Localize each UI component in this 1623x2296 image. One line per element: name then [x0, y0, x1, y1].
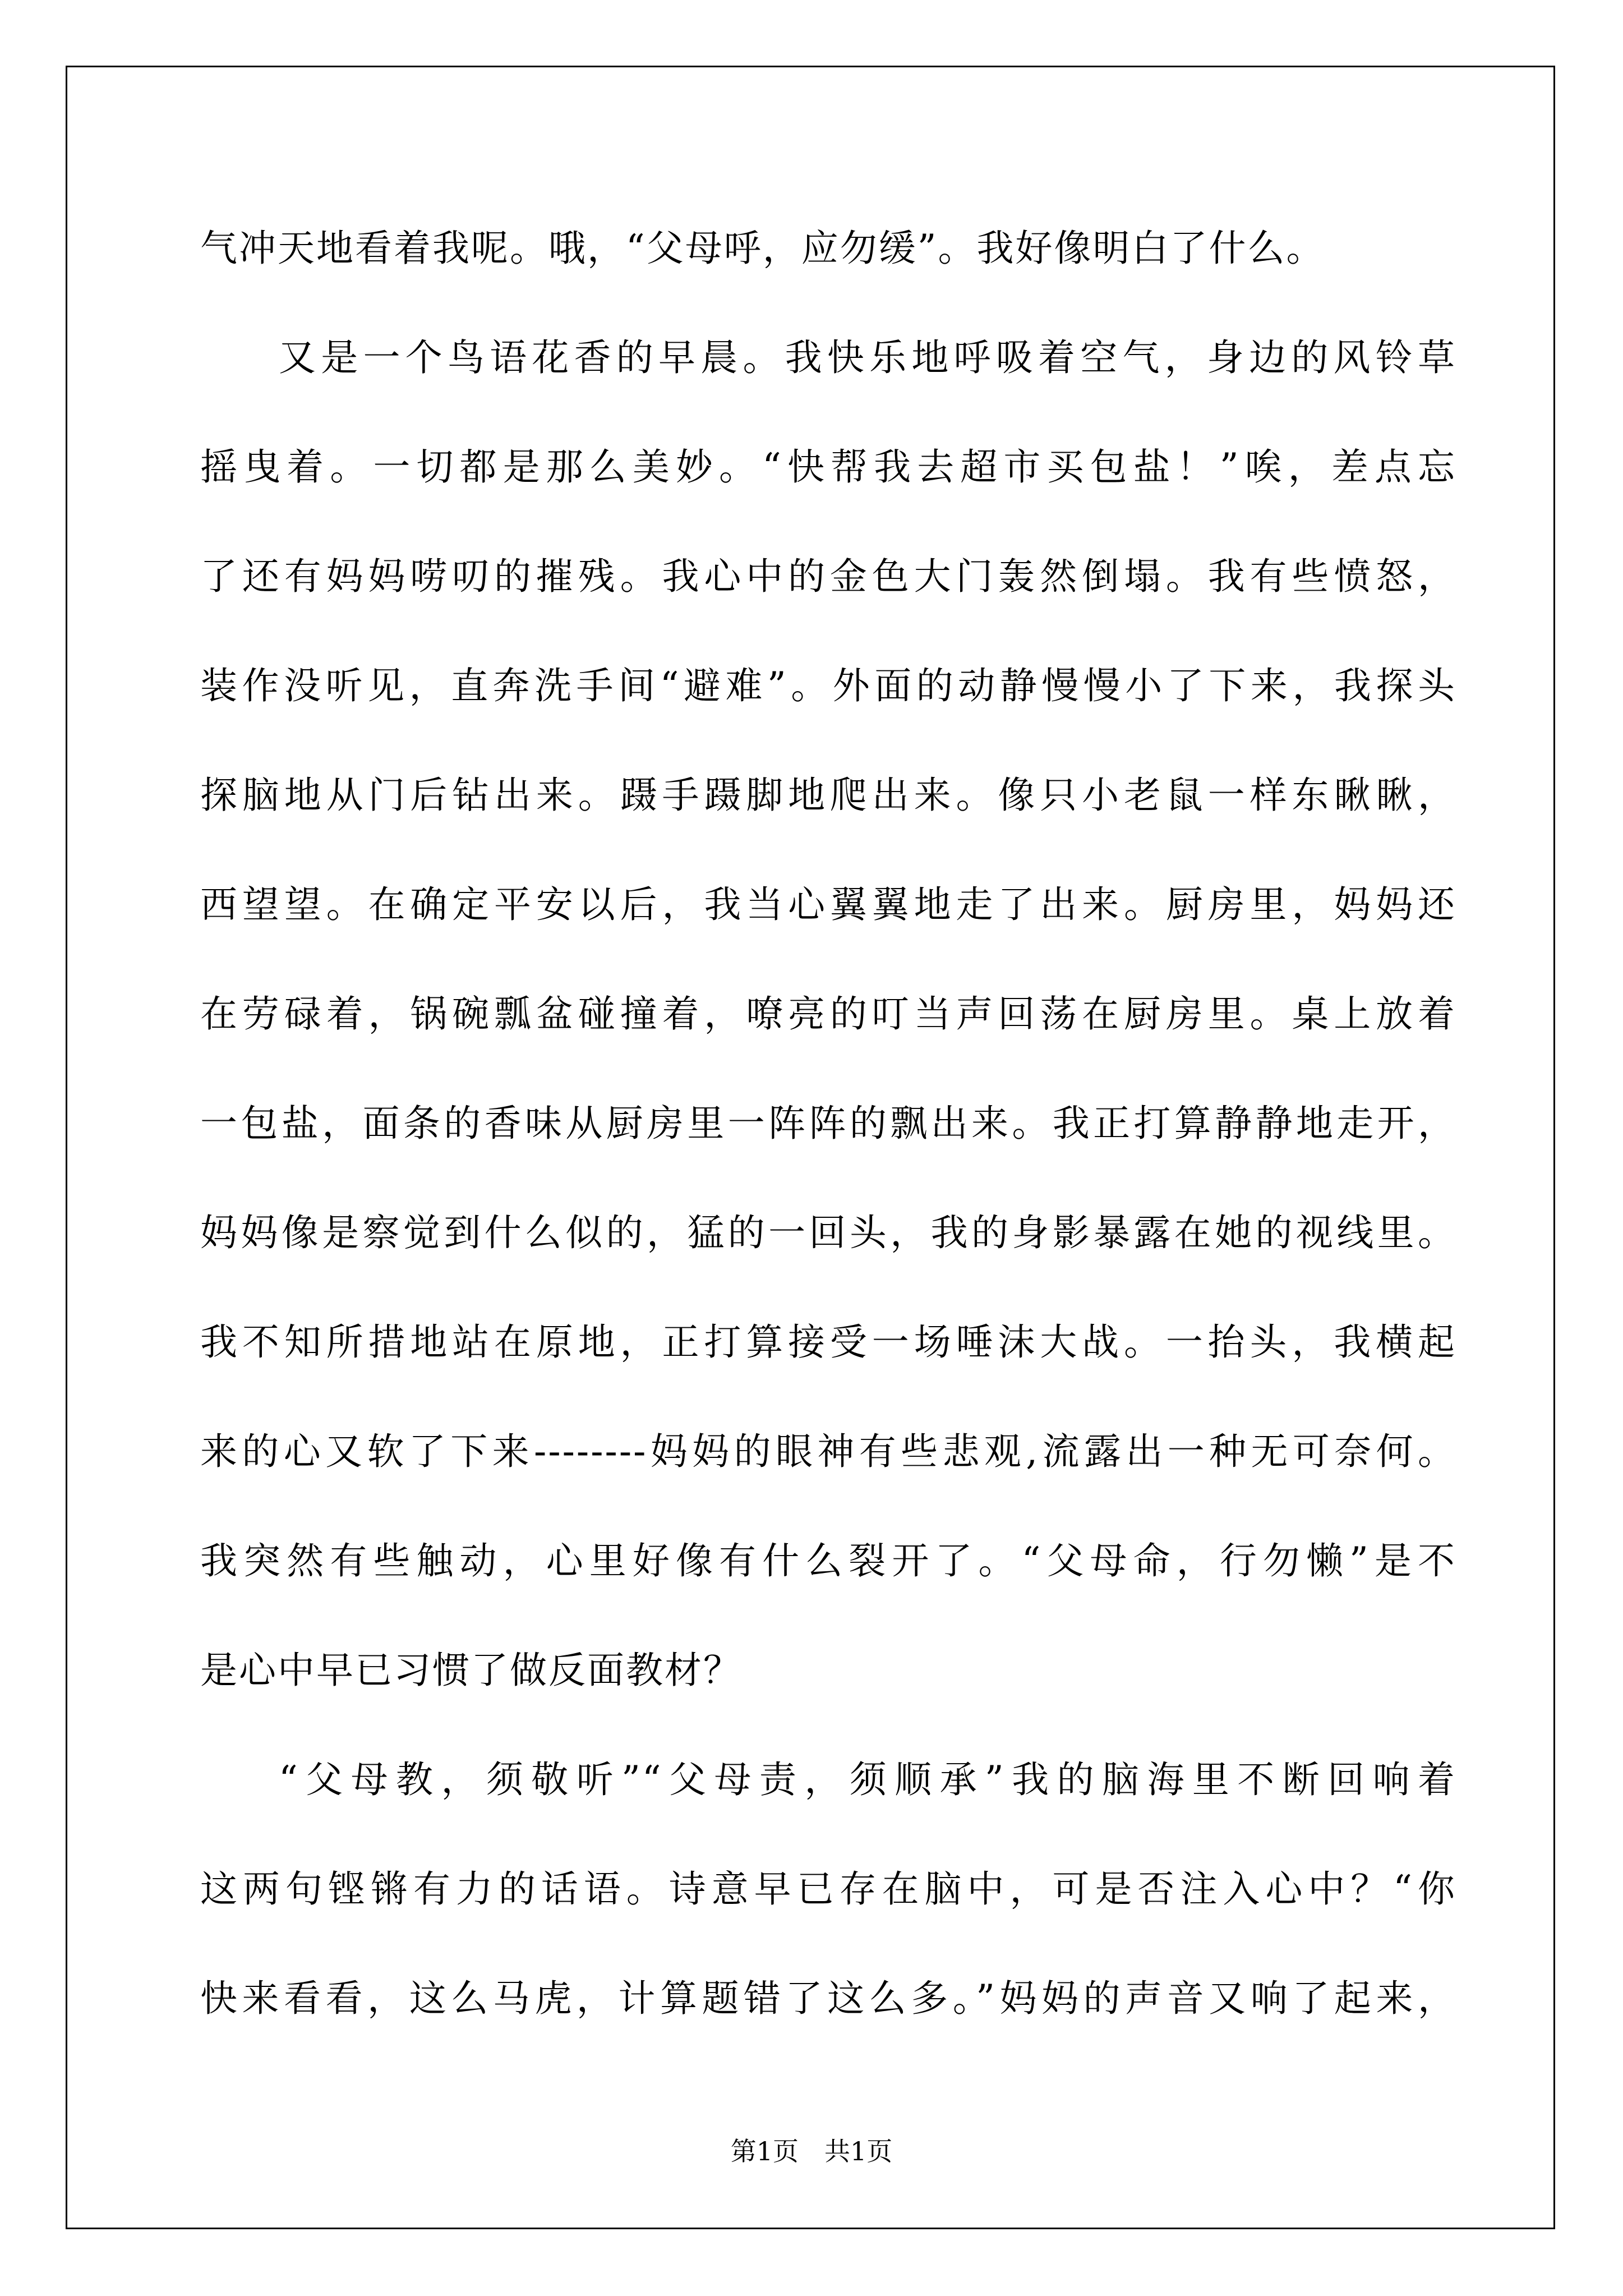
page-number-footer: 第1页 共1页 [730, 2136, 893, 2166]
text-line: 这两句铿锵有力的话语。诗意早已存在脑中，可是否注入心中？“你 [200, 1867, 1456, 1911]
text-line: 在劳碌着，锅碗瓢盆碰撞着，嘹亮的叮当声回荡在厨房里。桌上放着 [200, 992, 1456, 1036]
paragraph-first-line: “父母教，须敬听”“父母责，须顺承”我的脑海里不断回响着 [279, 1758, 1456, 1801]
text-line: 气冲天地看着我呢。哦，“父母呼，应勿缓”。我好像明白了什么。 [200, 227, 1325, 270]
text-line: 了还有妈妈唠叨的摧残。我心中的金色大门轰然倒塌。我有些愤怒， [200, 555, 1456, 598]
text-line: 我突然有些触动，心里好像有什么裂开了。“父母命，行勿懒”是不 [200, 1539, 1456, 1582]
text-line: 来的心又软了下来--------妈妈的眼神有些悲观,流露出一种无可奈何。 [200, 1430, 1456, 1473]
text-line: 是心中早已习惯了做反面教材？ [200, 1649, 742, 1692]
text-line: 装作没听见，直奔洗手间“避难”。外面的动静慢慢小了下来，我探头 [200, 664, 1456, 707]
text-line: 我不知所措地站在原地，正打算接受一场唾沫大战。一抬头，我横起 [200, 1320, 1456, 1364]
text-line: 摇曳着。一切都是那么美妙。“快帮我去超市买包盐！”唉，差点忘 [200, 445, 1456, 489]
text-line: 一包盐，面条的香味从厨房里一阵阵的飘出来。我正打算静静地走开， [200, 1102, 1456, 1145]
text-line: 快来看看，这么马虎，计算题错了这么多。”妈妈的声音又响了起来， [200, 1977, 1456, 2020]
text-line: 西望望。在确定平安以后，我当心翼翼地走了出来。厨房里，妈妈还 [200, 883, 1456, 926]
text-line: 妈妈像是察觉到什么似的，猛的一回头，我的身影暴露在她的视线里。 [200, 1211, 1456, 1254]
paragraph-first-line: 又是一个鸟语花香的早晨。我快乐地呼吸着空气，身边的风铃草 [279, 336, 1456, 379]
text-line: 探脑地从门后钻出来。蹑手蹑脚地爬出来。像只小老鼠一样东瞅瞅， [200, 774, 1456, 817]
